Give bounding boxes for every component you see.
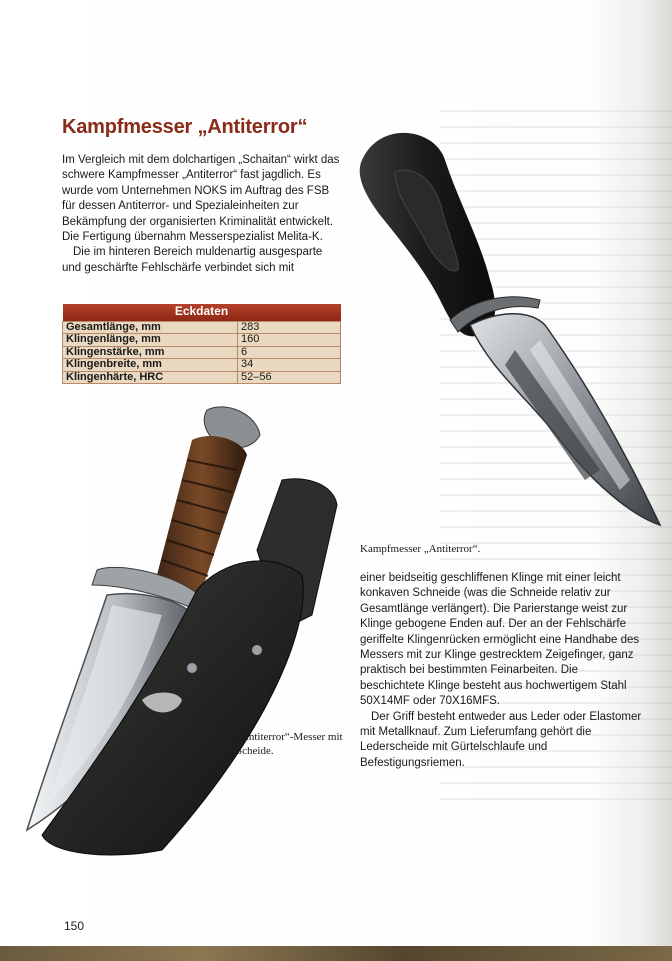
scan-edge-strip (0, 946, 672, 961)
spec-label: Klingenstärke, mm (63, 346, 238, 359)
paragraph: Die im hinteren Bereich muldenartig ausgesparte und geschärfte Fehlschärfe verbindet sich mit (62, 246, 323, 274)
article-title: Kampfmesser „Antiterror“ (62, 116, 308, 138)
knife-photo-caption: Kampfmesser „Antiterror“. (360, 543, 481, 555)
table-row (63, 346, 341, 359)
page-number: 150 (64, 919, 85, 933)
spec-label: Klingenbreite, mm (63, 359, 238, 372)
right-column-text (360, 571, 642, 771)
knife-photo (340, 120, 665, 540)
spec-value: 6 (238, 346, 341, 359)
spec-label: Klingenhärte, HRC (63, 371, 238, 384)
sheath-photo-caption: „Antiterror“-Messer mit Scheide. (236, 731, 343, 757)
spec-table-header: Eckdaten (63, 304, 341, 321)
left-column-text (62, 153, 344, 276)
paragraph: einer beidseitig geschliffenen Klinge mit einer leicht konkaven Schneide (was die Schneide relativ zur Gesamtlänge verlängert). Die Parierstange weist zur Klinge gebogene Enden auf. Der an der Fehlschärfe geriffelte Klingenrücken ermöglicht eine Handhabe des Messers mit zur Klinge gestrecktem Zeigefinger, ganz praktisch bei bestimmten Feinarbeiten. Die beschichtete Klinge besteht aus hochwertigem Stahl 50X14MF oder 70X16MFS. (360, 572, 640, 708)
spec-label: Klingenlänge, mm (63, 334, 238, 347)
table-row (63, 359, 341, 372)
spec-value: 160 (238, 334, 341, 347)
table-row (63, 371, 341, 384)
spec-label: Gesamtlänge, mm (63, 321, 238, 334)
spec-value: 52–56 (238, 371, 341, 384)
table-row (63, 321, 341, 334)
table-row (63, 334, 341, 347)
spec-value: 283 (238, 321, 341, 334)
paragraph: Im Vergleich mit dem dolchartigen „Schaitan“ wirkt das schwere Kampfmesser „Antiterror“ fast jagdlich. Es wurde vom Unternehmen NOKS im Auftrag des FSB für dessen Antiterror- und Spezialeinheiten zur Bekämpfung der organisierten Kriminalität entwickelt. Die Fertigung übernahm Messerspezialist Melita-K. (62, 154, 340, 244)
knife-sheath-photo (12, 400, 347, 865)
spec-value: 34 (238, 359, 341, 372)
paragraph: Der Griff besteht entweder aus Leder oder Elastomer mit Metallknauf. Zum Lieferumfang gehört die Lederscheide mit Gürtelschlaufe und Befestigungsriemen. (360, 710, 642, 769)
spec-table (62, 304, 341, 384)
